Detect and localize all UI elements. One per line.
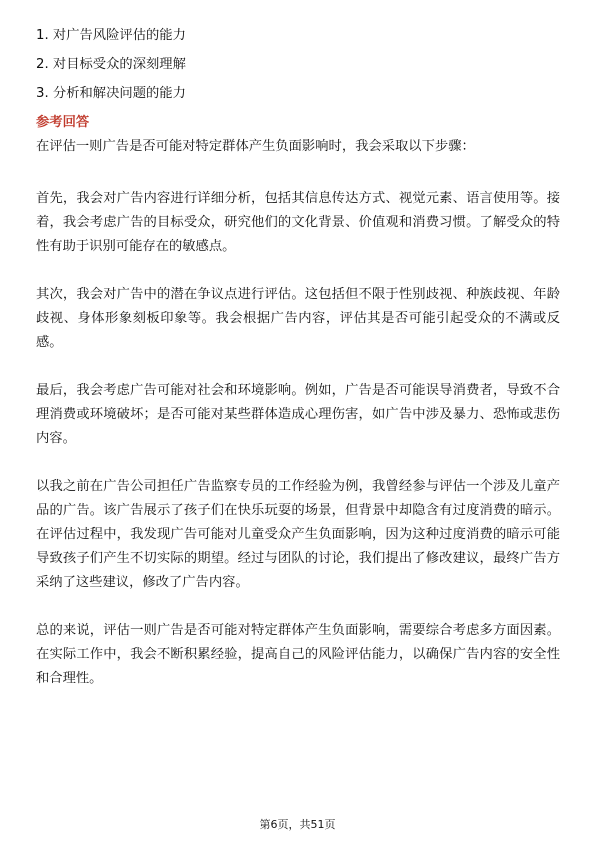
list-item: 2. 对目标受众的深刻理解 — [36, 57, 186, 72]
answer-paragraph-example: 以我之前在广告公司担任广告监察专员的工作经验为例，我曾经参与评估一个涉及儿童产品的广告。该广告展示了孩子们在快乐玩耍的场景，但背景中却隐含有过度消费的暗示。在评估过程中，我发现广告可能对儿童受众产生负面影响，因为这种过度消费的暗示可能导致孩子们产生不切实际的期望。经过与团队的讨论，我们提出了修改建议，最终广告方采纳了这些建议，修改了广告内容。 — [36, 479, 560, 590]
page-number-footer: 第6页，共51页 — [259, 818, 336, 831]
reference-answer-heading: 参考回答 — [36, 115, 90, 130]
list-item: 3. 分析和解决问题的能力 — [36, 86, 186, 101]
page-content — [36, 26, 560, 715]
answer-paragraph-second-step: 其次，我会对广告中的潜在争议点进行评估。这包括但不限于性别歧视、种族歧视、年龄歧视、身体形象刻板印象等。我会根据广告内容，评估其是否可能引起受众的不满或反感。 — [36, 287, 560, 350]
list-item: 1. 对广告风险评估的能力 — [36, 28, 186, 43]
answer-paragraph-final-step: 最后，我会考虑广告可能对社会和环境影响。例如，广告是否可能误导消费者，导致不合理消费或环境破坏；是否可能对某些群体造成心理伤害，如广告中涉及暴力、恐怖或悲伤内容。 — [36, 383, 560, 446]
answer-intro-paragraph: 在评估一则广告是否可能对特定群体产生负面影响时，我会采取以下步骤： — [36, 139, 475, 154]
criteria-list — [36, 26, 560, 104]
answer-paragraph-summary: 总的来说，评估一则广告是否可能对特定群体产生负面影响，需要综合考虑多方面因素。在实际工作中，我会不断积累经验，提高自己的风险评估能力，以确保广告内容的安全性和合理性。 — [36, 623, 560, 686]
answer-paragraph-first-step: 首先，我会对广告内容进行详细分析，包括其信息传达方式、视觉元素、语言使用等。接着，我会考虑广告的目标受众，研究他们的文化背景、价值观和消费习惯。了解受众的特性有助于识别可能存在的敏感点。 — [36, 191, 560, 254]
